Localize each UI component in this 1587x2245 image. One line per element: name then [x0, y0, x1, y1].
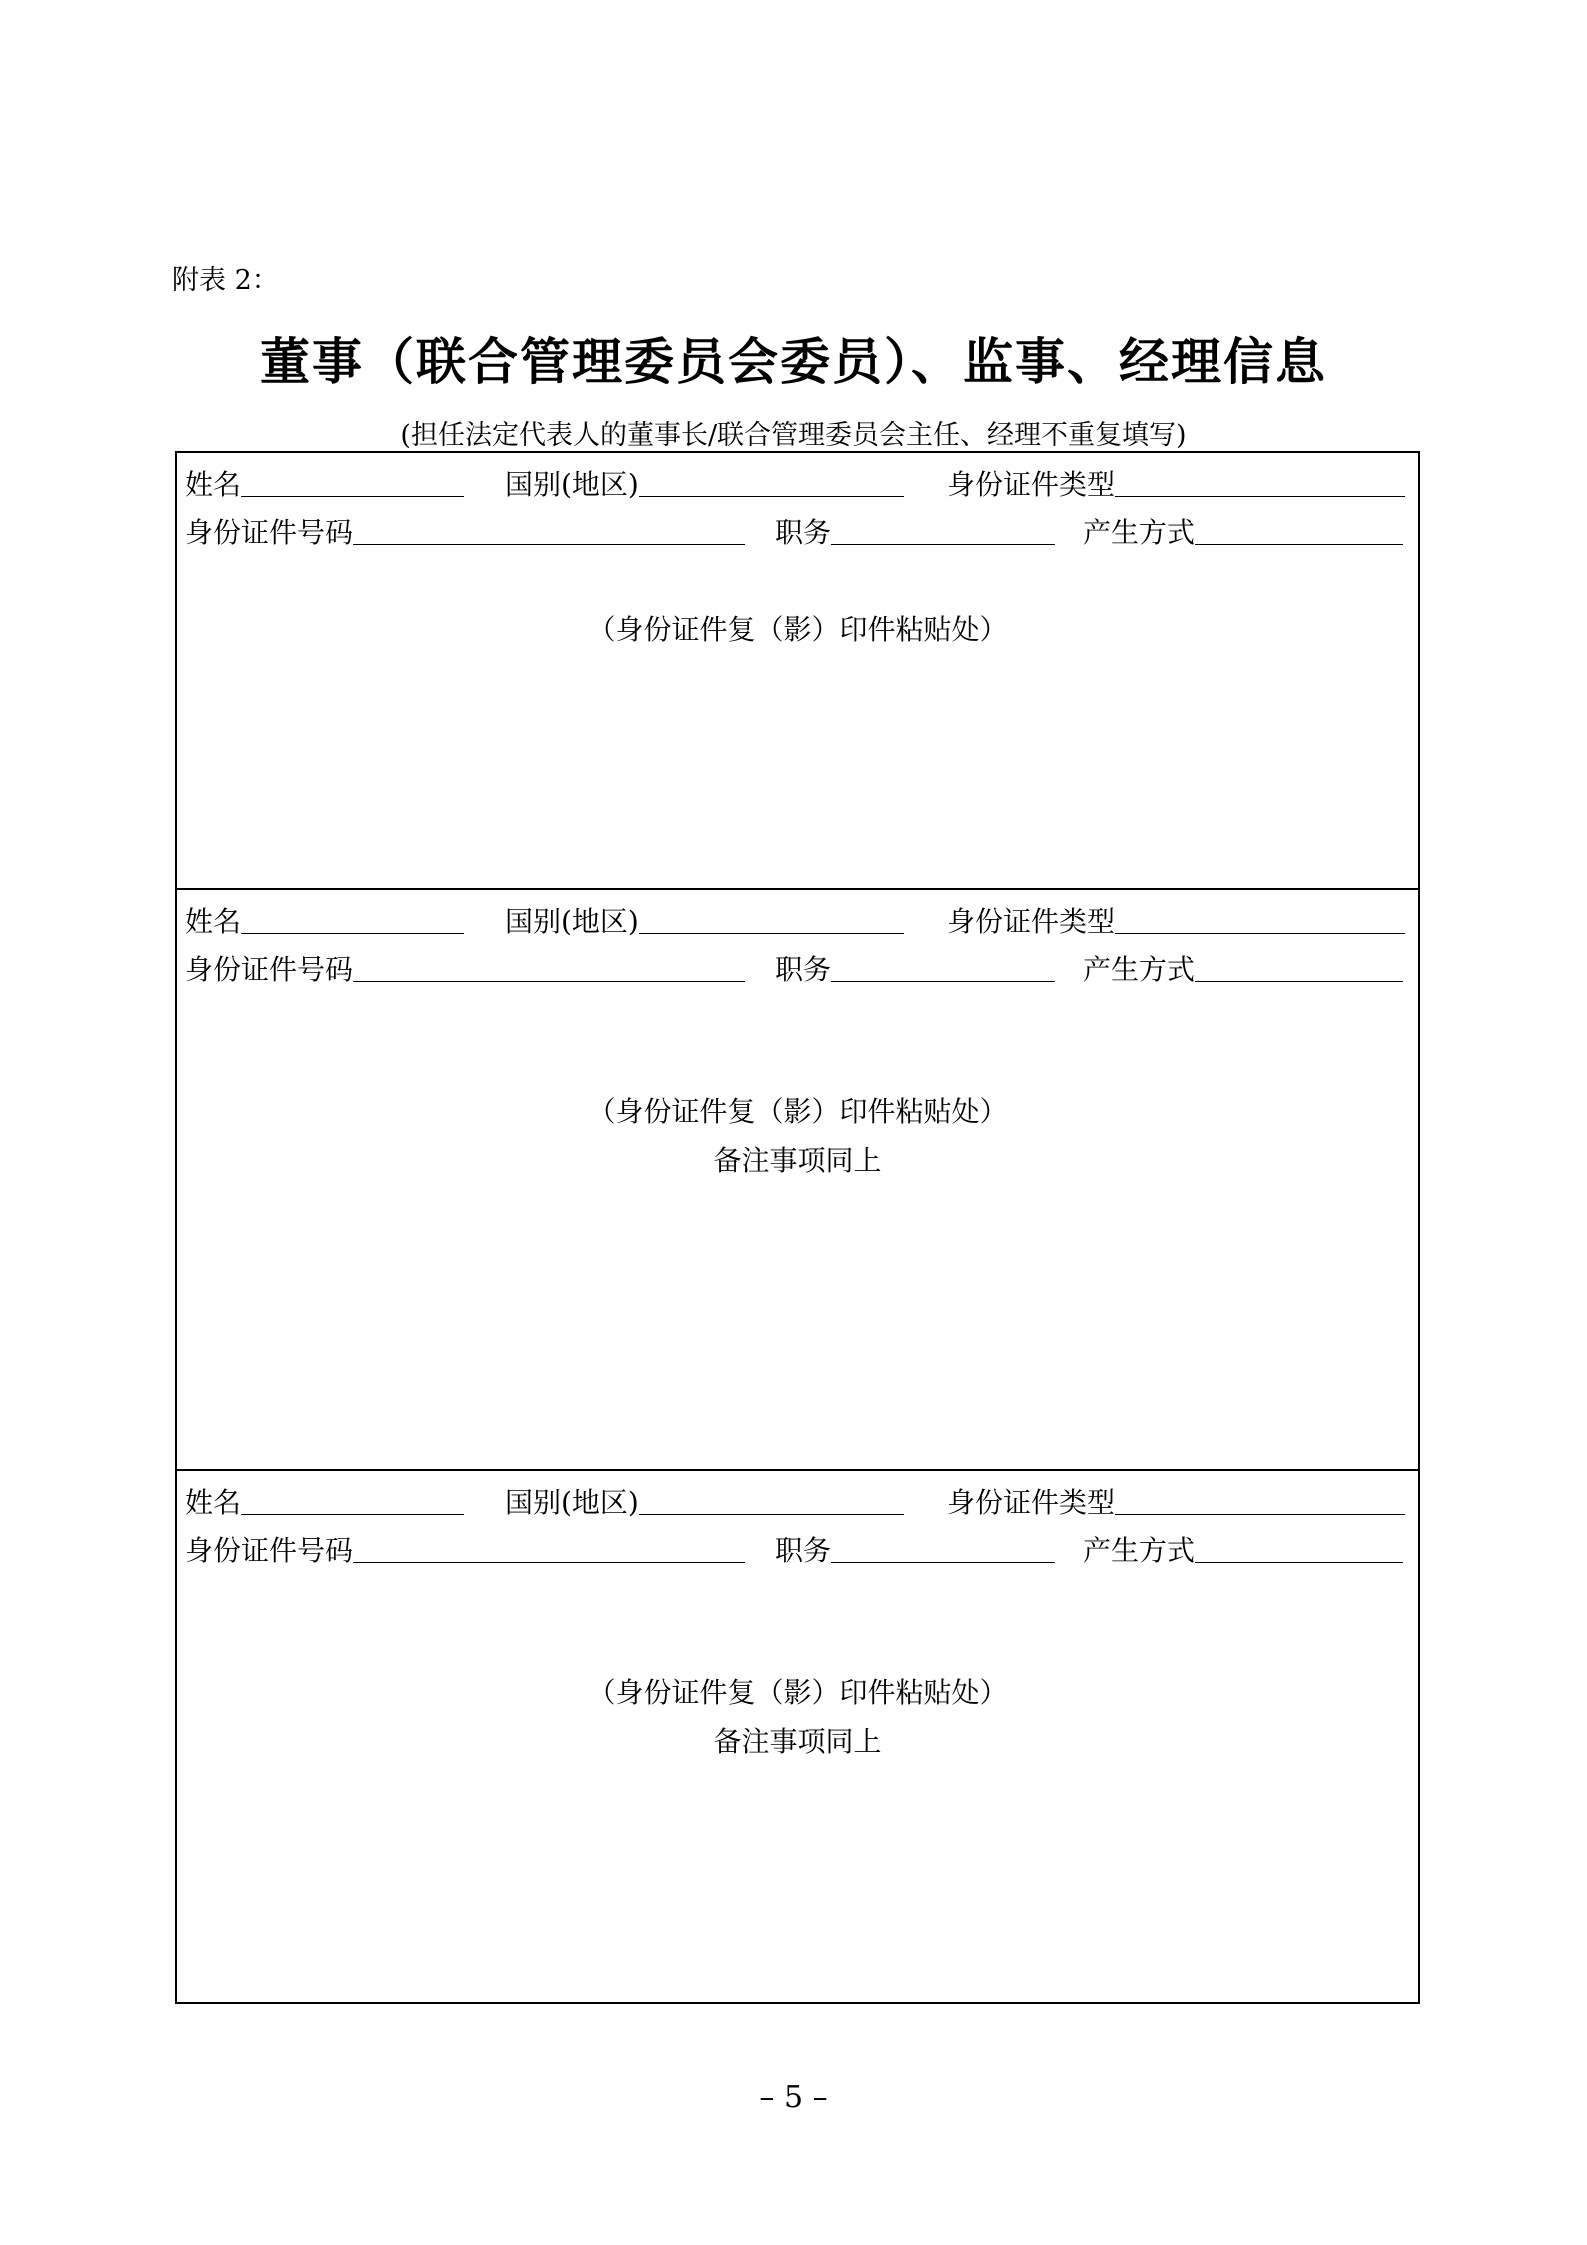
- name-field[interactable]: [185, 463, 464, 503]
- position-blank[interactable]: [831, 951, 1055, 982]
- id-number-field[interactable]: [185, 948, 745, 988]
- nationality-blank[interactable]: [639, 903, 904, 934]
- id-type-label: 身份证件类型: [947, 1486, 1116, 1519]
- appointment-method-blank[interactable]: [1195, 951, 1403, 982]
- remark-note: 备注事项同上: [713, 1725, 882, 1758]
- id-number-field[interactable]: [185, 511, 745, 551]
- appointment-method-blank[interactable]: [1195, 514, 1403, 545]
- appointment-method-field[interactable]: [1083, 511, 1403, 551]
- page-subtitle: (担任法定代表人的董事长/联合管理委员会主任、经理不重复填写): [400, 420, 1187, 451]
- appointment-method-label: 产生方式: [1083, 516, 1196, 549]
- id-type-label: 身份证件类型: [947, 905, 1116, 938]
- id-number-blank[interactable]: [353, 514, 745, 545]
- person-block-3: [177, 1471, 1418, 2002]
- appointment-method-field[interactable]: [1083, 1529, 1403, 1569]
- nationality-field[interactable]: [505, 900, 904, 940]
- id-number-label: 身份证件号码: [185, 953, 354, 986]
- name-label: 姓名: [185, 1486, 242, 1519]
- position-label: 职务: [775, 516, 832, 549]
- nationality-field[interactable]: [505, 463, 904, 503]
- id-number-blank[interactable]: [353, 951, 745, 982]
- id-type-blank[interactable]: [1115, 466, 1405, 497]
- page-title: 董事（联合管理委员会委员）、监事、经理信息: [260, 332, 1327, 391]
- nationality-blank[interactable]: [639, 1484, 904, 1515]
- id-type-blank[interactable]: [1115, 1484, 1405, 1515]
- nationality-label: 国别(地区): [505, 1486, 639, 1519]
- info-form-table: [175, 451, 1420, 2004]
- person-block-1: [177, 453, 1418, 890]
- position-blank[interactable]: [831, 1532, 1055, 1563]
- position-field[interactable]: [775, 1529, 1055, 1569]
- position-label: 职务: [775, 953, 832, 986]
- nationality-label: 国别(地区): [505, 468, 639, 501]
- appointment-method-label: 产生方式: [1083, 953, 1196, 986]
- id-number-label: 身份证件号码: [185, 516, 354, 549]
- id-type-field[interactable]: [947, 1481, 1405, 1521]
- name-blank[interactable]: [241, 903, 464, 934]
- name-blank[interactable]: [241, 1484, 464, 1515]
- nationality-label: 国别(地区): [505, 905, 639, 938]
- name-blank[interactable]: [241, 466, 464, 497]
- appointment-method-blank[interactable]: [1195, 1532, 1403, 1563]
- name-field[interactable]: [185, 1481, 464, 1521]
- id-type-label: 身份证件类型: [947, 468, 1116, 501]
- form-row-basic: [185, 1481, 1418, 1521]
- form-row-detail: [185, 1529, 1418, 1569]
- position-field[interactable]: [775, 948, 1055, 988]
- id-number-field[interactable]: [185, 1529, 745, 1569]
- id-copy-paste-note: （身份证件复（影）印件粘贴处）: [587, 1095, 1008, 1128]
- id-type-blank[interactable]: [1115, 903, 1405, 934]
- id-copy-paste-note: （身份证件复（影）印件粘贴处）: [587, 1676, 1008, 1709]
- position-label: 职务: [775, 1534, 832, 1567]
- appointment-method-field[interactable]: [1083, 948, 1403, 988]
- form-row-detail: [185, 511, 1418, 551]
- position-blank[interactable]: [831, 514, 1055, 545]
- id-number-label: 身份证件号码: [185, 1534, 354, 1567]
- form-row-basic: [185, 900, 1418, 940]
- nationality-field[interactable]: [505, 1481, 904, 1521]
- id-number-blank[interactable]: [353, 1532, 745, 1563]
- nationality-blank[interactable]: [639, 466, 904, 497]
- page-number: – 5 –: [759, 2080, 828, 2115]
- id-type-field[interactable]: [947, 900, 1405, 940]
- remark-note: 备注事项同上: [713, 1144, 882, 1177]
- id-copy-paste-note: （身份证件复（影）印件粘贴处）: [587, 613, 1008, 646]
- form-row-detail: [185, 948, 1418, 988]
- position-field[interactable]: [775, 511, 1055, 551]
- name-label: 姓名: [185, 905, 242, 938]
- name-label: 姓名: [185, 468, 242, 501]
- id-type-field[interactable]: [947, 463, 1405, 503]
- name-field[interactable]: [185, 900, 464, 940]
- appointment-method-label: 产生方式: [1083, 1534, 1196, 1567]
- person-block-2: [177, 890, 1418, 1471]
- form-row-basic: [185, 463, 1418, 503]
- attachment-label: 附表 2：: [172, 265, 279, 296]
